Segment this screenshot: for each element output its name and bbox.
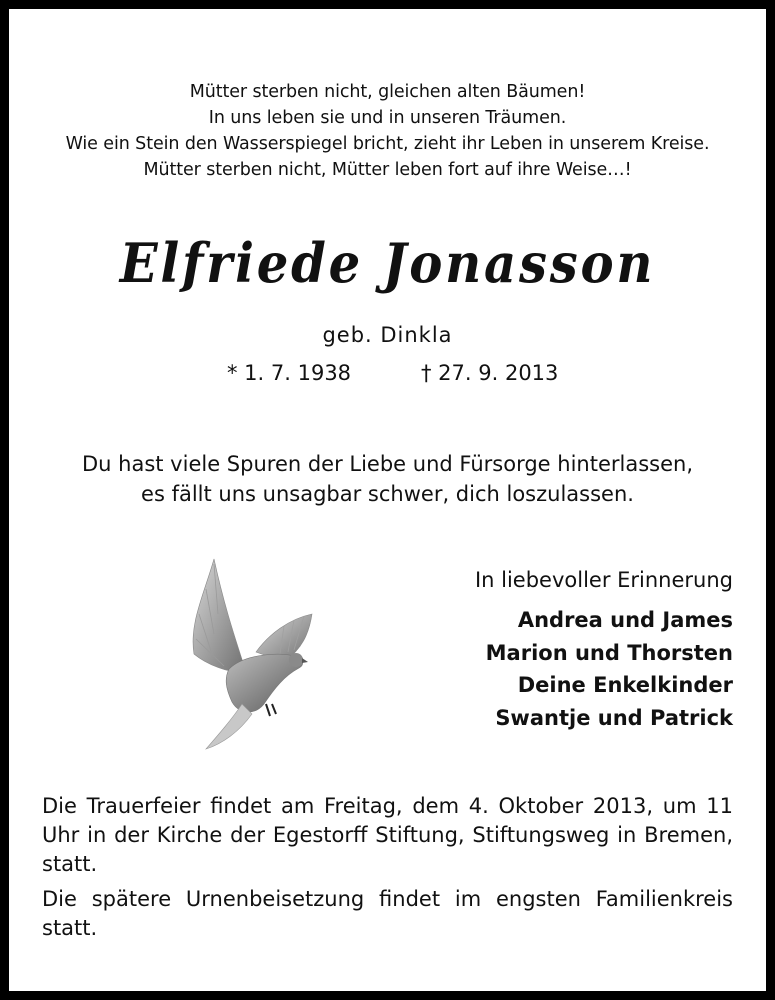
- poem-line: In uns leben sie und in unseren Träumen.: [208, 108, 567, 128]
- mourner-name: Deine Enkelkinder: [517, 673, 733, 697]
- burial-text: Die spätere Urnenbeisetzung findet im engsten Familienkreis statt.: [42, 887, 733, 940]
- birth-date: * 1. 7. 1938: [227, 361, 352, 385]
- mourner-name: Andrea und James: [517, 608, 733, 632]
- poem-line: Mütter sterben nicht, gleichen alten Bäumen!: [189, 82, 586, 102]
- poem-line: Mütter sterben nicht, Mütter leben fort auf ihre Weise…!: [143, 160, 632, 180]
- mourner-name: Swantje und Patrick: [495, 705, 733, 730]
- tribute-text: [29, 449, 746, 509]
- death-date: † 27. 9. 2013: [421, 361, 559, 385]
- dove-icon: [184, 554, 319, 754]
- poem: [29, 79, 746, 183]
- deceased-name: Elfriede Jonasson: [119, 231, 656, 295]
- tribute-line: Du hast viele Spuren der Liebe und Fürsorge hinterlassen,: [82, 452, 693, 476]
- mourners-list: [486, 604, 733, 734]
- funeral-info: [42, 792, 733, 949]
- remembrance-heading: In liebevoller Erinnerung: [474, 568, 733, 592]
- maiden-name: geb. Dinkla: [322, 323, 453, 347]
- tribute-line: es fällt uns unsagbar schwer, dich loszulassen.: [141, 482, 634, 506]
- mourner-name: Marion und Thorsten: [485, 640, 733, 665]
- service-text: Die Trauerfeier findet am Freitag, dem 4. Oktober 2013, um 11 Uhr in der Kirche der Egestorff Stiftung, Stiftungsweg in Bremen, statt.: [42, 794, 733, 876]
- poem-line: Wie ein Stein den Wasserspiegel bricht, zieht ihr Leben in unserem Kreise.: [65, 134, 710, 154]
